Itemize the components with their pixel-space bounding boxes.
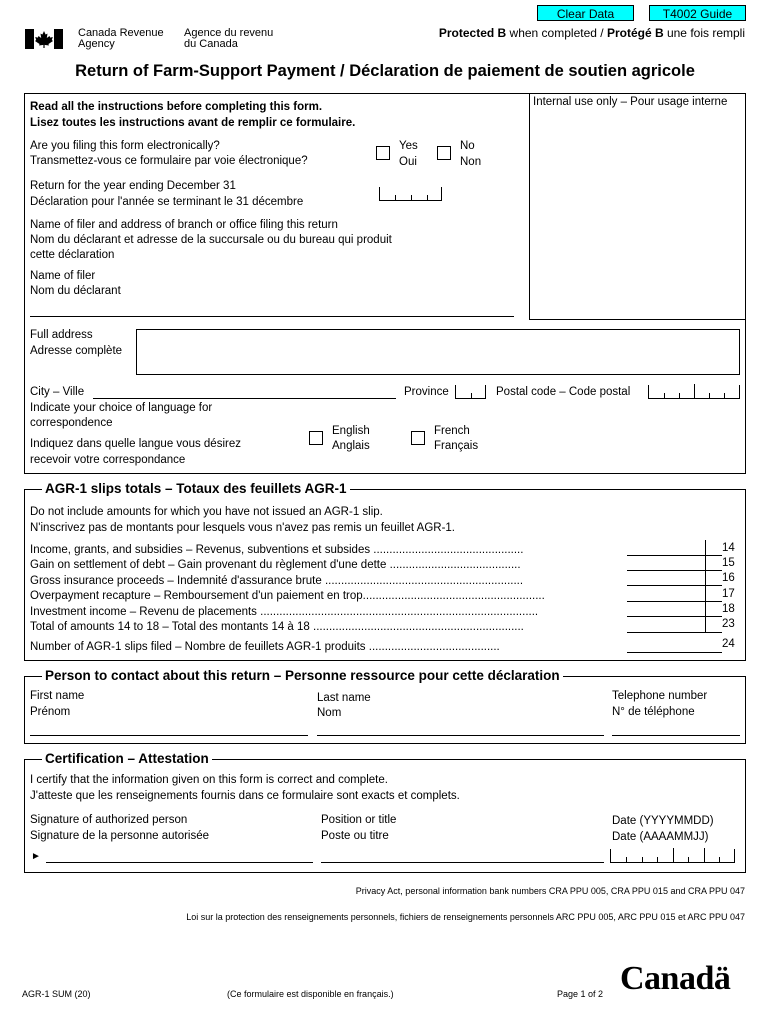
no-label-en: No (460, 140, 475, 152)
english-label-en: English (332, 425, 370, 437)
line-number-23: 23 (722, 618, 735, 630)
french-label-en: French (434, 425, 470, 437)
line-number-15: 15 (722, 557, 735, 569)
french-label-fr: Français (434, 440, 479, 452)
agr-row-label: Overpayment recapture – Remboursement d'un paiement en trop......................................................... (30, 590, 545, 602)
signature-label-en: Signature of authorized person (30, 814, 188, 826)
signature-arrow-icon: ► (31, 851, 41, 862)
line-number-24: 24 (722, 638, 735, 650)
instructions-fr: Lisez toutes les instructions avant de remplir ce formulaire. (30, 117, 356, 129)
postal-code-label: Postal code – Code postal (496, 386, 631, 398)
filer-name-line (30, 316, 514, 317)
position-label-fr: Poste ou titre (321, 830, 389, 842)
line-number-16: 16 (722, 572, 735, 584)
city-label: City – Ville (30, 386, 85, 398)
amount-17-input[interactable] (627, 587, 722, 602)
privacy-act-fr: Loi sur la protection des renseignements personnels, fichiers de renseignements personnels ARC PPU 005, ARC PPU 015 et ARC PPU 047 (186, 912, 745, 922)
language-label-en-2: correspondence (30, 417, 113, 429)
filer-name-label-fr: Nom du déclarant (30, 285, 121, 297)
phone-input[interactable] (612, 735, 740, 736)
agr-row-label: Income, grants, and subsidies – Revenus, subventions et subsides ............................................... (30, 544, 524, 556)
date-label-fr: Date (AAAAMMJJ) (612, 831, 709, 843)
signature-input[interactable] (46, 862, 313, 863)
amount-14-input[interactable] (627, 541, 722, 556)
province-label: Province (404, 386, 449, 398)
t4002-guide-button[interactable]: T4002 Guide (649, 5, 746, 21)
line-number-18: 18 (722, 603, 735, 615)
full-address-input[interactable] (136, 329, 740, 375)
province-input[interactable] (455, 385, 486, 399)
position-input[interactable] (321, 862, 604, 863)
filer-address-label-fr-1: Nom du déclarant et adresse de la succursale ou du bureau qui produit (30, 234, 392, 246)
instructions-en: Read all the instructions before completing this form. (30, 101, 323, 113)
phone-label-en: Telephone number (612, 690, 708, 702)
agr-note-fr: N'inscrivez pas de montants pour lesquels vous n'avez pas remis un feuillet AGR-1. (30, 522, 455, 534)
protected-b-label: Protected B when completed / Protégé B une fois rempli (438, 26, 745, 40)
yes-label-fr: Oui (399, 156, 417, 168)
line-number-17: 17 (722, 588, 735, 600)
electronic-question-fr: Transmettez-vous ce formulaire par voie électronique? (30, 155, 308, 167)
last-name-input[interactable] (317, 735, 604, 736)
language-label-fr-1: Indiquez dans quelle langue vous désirez (30, 438, 241, 450)
year-ending-label-fr: Déclaration pour l'année se terminant le 31 décembre (30, 196, 304, 208)
slips-count-label: Number of AGR-1 slips filed – Nombre de feuillets AGR-1 produits ......................................... (30, 641, 500, 653)
certify-text-en: I certify that the information given on this form is correct and complete. (30, 774, 388, 786)
canada-flag-icon (25, 29, 63, 49)
agr-row-label: Gross insurance proceeds – Indemnité d'assurance brute .............................................................. (30, 575, 524, 587)
amount-18-input[interactable] (627, 602, 722, 617)
agency-name-fr: Agence du revenu du Canada (184, 27, 274, 50)
filer-name-input[interactable] (30, 300, 514, 316)
first-name-label-fr: Prénom (30, 706, 71, 718)
agr-section-title: AGR-1 slips totals – Totaux des feuillets AGR-1 (42, 481, 350, 497)
agency-name-en: Canada Revenue Agency (78, 27, 164, 50)
last-name-label-fr: Nom (317, 707, 342, 719)
form-identifier: AGR-1 SUM (20) (22, 989, 91, 999)
amount-16-input[interactable] (627, 571, 722, 586)
year-ending-label-en: Return for the year ending December 31 (30, 180, 236, 192)
filer-address-label-fr-2: cette déclaration (30, 249, 115, 261)
canada-wordmark: Canadä (620, 960, 731, 997)
yes-checkbox[interactable] (376, 146, 390, 160)
amount-15-input[interactable] (627, 556, 722, 571)
slips-count-input[interactable] (627, 638, 722, 653)
french-checkbox[interactable] (411, 431, 425, 445)
agr-row-label: Total of amounts 14 to 18 – Total des montants 14 à 18 .................................................................. (30, 621, 524, 633)
page-title: Return of Farm-Support Payment / Déclaration de paiement de soutien agricole (75, 62, 695, 80)
language-label-fr-2: recevoir votre correspondance (30, 454, 186, 466)
date-input[interactable] (610, 849, 735, 863)
internal-use-label: Internal use only – Pour usage interne (533, 96, 728, 108)
agr-row-label: Investment income – Revenu de placements ....................................................................................... (30, 606, 539, 618)
no-checkbox[interactable] (437, 146, 451, 160)
agr-note-en: Do not include amounts for which you have not issued an AGR-1 slip. (30, 506, 383, 518)
no-label-fr: Non (460, 156, 482, 168)
postal-code-input[interactable] (648, 385, 740, 399)
signature-label-fr: Signature de la personne autorisée (30, 830, 210, 842)
page-number: Page 1 of 2 (557, 989, 604, 999)
filer-name-label-en: Name of filer (30, 270, 96, 282)
year-input[interactable] (379, 187, 442, 201)
first-name-input[interactable] (30, 735, 308, 736)
filer-address-label-en: Name of filer and address of branch or office filing this return (30, 219, 338, 231)
yes-label-en: Yes (399, 140, 418, 152)
internal-use-box (529, 93, 746, 320)
language-label-en-1: Indicate your choice of language for (30, 402, 213, 414)
position-label-en: Position or title (321, 814, 397, 826)
french-availability-note: (Ce formulaire est disponible en français.) (227, 989, 394, 999)
agr-row-label: Gain on settlement of debt – Gain provenant du règlement d'une dette ......................................... (30, 559, 521, 571)
phone-label-fr: N° de téléphone (612, 706, 695, 718)
first-name-label-en: First name (30, 690, 85, 702)
certify-text-fr: J'atteste que les renseignements fournis dans ce formulaire sont exacts et complets. (30, 790, 460, 802)
english-label-fr: Anglais (332, 440, 370, 452)
clear-data-button[interactable]: Clear Data (537, 5, 634, 21)
city-input[interactable] (93, 398, 396, 399)
last-name-label-en: Last name (317, 692, 371, 704)
certification-section-title: Certification – Attestation (42, 751, 212, 767)
english-checkbox[interactable] (309, 431, 323, 445)
electronic-question-en: Are you filing this form electronically? (30, 140, 220, 152)
full-address-label-fr: Adresse complète (30, 345, 123, 357)
line-number-14: 14 (722, 542, 735, 554)
full-address-label-en: Full address (30, 329, 93, 341)
contact-section-title: Person to contact about this return – Personne ressource pour cette déclaration (42, 668, 563, 684)
date-label-en: Date (YYYYMMDD) (612, 815, 714, 827)
amount-23-input[interactable] (627, 618, 722, 633)
privacy-act-en: Privacy Act, personal information bank numbers CRA PPU 005, CRA PPU 015 and CRA PPU 047 (355, 886, 745, 896)
